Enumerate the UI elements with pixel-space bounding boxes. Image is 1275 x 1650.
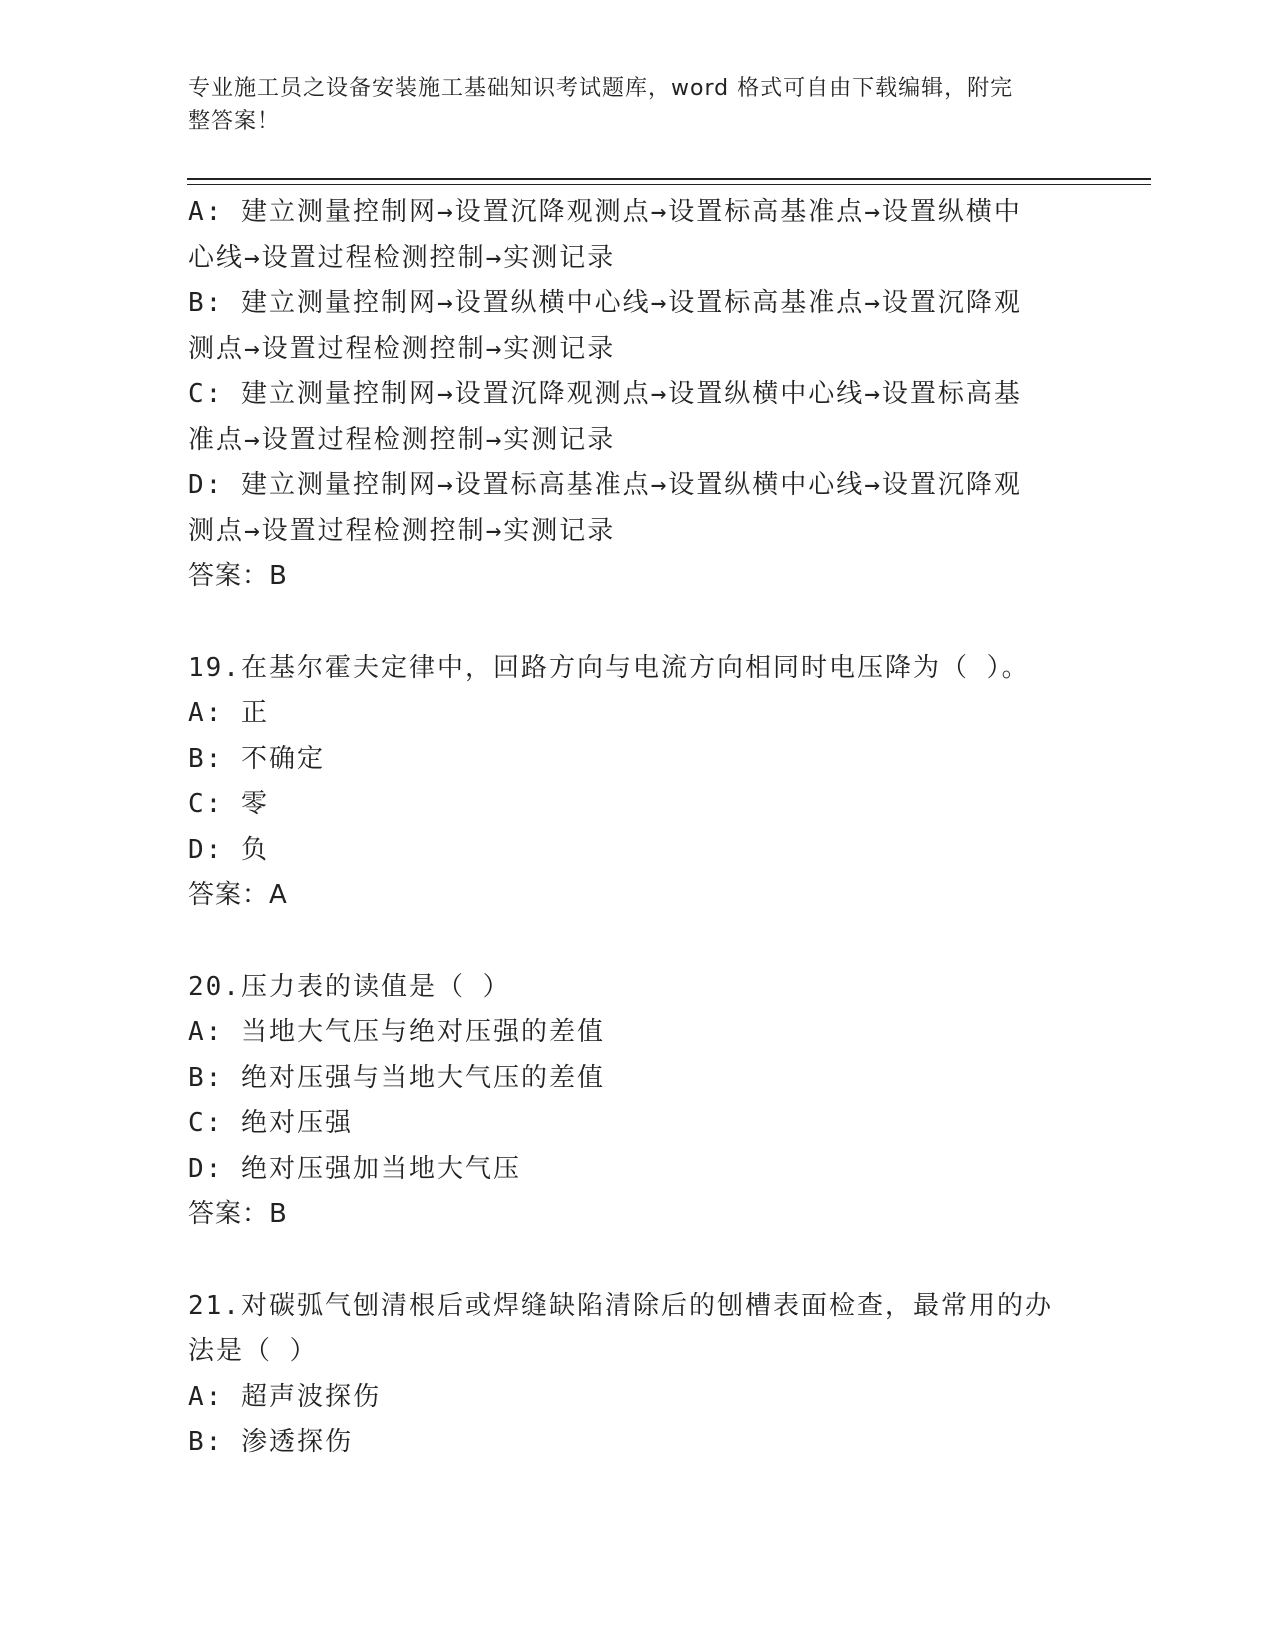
header-divider-thick [187,178,1151,180]
option-b: B: 绝对压强与当地大气压的差值 [188,1062,605,1093]
header-title-line-1: 专业施工员之设备安装施工基础知识考试题库，word 格式可自由下载编辑，附完 [188,76,1014,101]
question-text-line-1: 21.对碳弧气刨清根后或焊缝缺陷清除后的刨槽表面检查，最常用的办 [188,1290,1053,1321]
option-text-line: 测点→设置过程检测控制→实测记录 [188,515,616,546]
option-a: A: 当地大气压与绝对压强的差值 [188,1017,605,1047]
option-d: D: 负 [188,834,269,865]
option-d: D: 绝对压强加当地大气压 [188,1153,521,1184]
spacer [188,1238,1068,1284]
option-b: B: 不确定 [188,743,325,774]
document-header [188,72,1068,138]
question-list [188,190,1068,1466]
option-c: C: 零 [188,789,269,819]
question-text: 19.在基尔霍夫定律中，回路方向与电流方向相同时电压降为（ ）。 [188,652,1030,683]
question-text: 20.压力表的读值是（ ） [188,971,511,1002]
option-a: A: 超声波探伤 [188,1381,381,1412]
header-title-line-2: 整答案！ [188,109,281,134]
spacer [188,600,1068,646]
answer-line: 答案：B [188,1199,288,1229]
question-21 [188,1284,1068,1466]
spacer [188,919,1068,965]
option-text-line: D: 建立测量控制网→设置标高基准点→设置纵横中心线→设置沉降观 [188,470,1022,500]
question-18 [188,190,1068,600]
option-text-line: B: 建立测量控制网→设置纵横中心线→设置标高基准点→设置沉降观 [188,288,1022,318]
option-a: A: 正 [188,698,269,728]
question-19 [188,646,1068,919]
question-text-line-2: 法是（ ） [188,1336,318,1366]
option-c [188,372,1068,463]
option-b [188,281,1068,372]
option-text-line: 准点→设置过程检测控制→实测记录 [188,424,616,455]
option-d [188,463,1068,554]
question-20 [188,965,1068,1238]
answer-line: 答案：A [188,880,288,910]
option-c: C: 绝对压强 [188,1108,353,1138]
answer-line: 答案：B [188,561,288,591]
option-text-line: C: 建立测量控制网→设置沉降观测点→设置纵横中心线→设置标高基 [188,379,1022,409]
option-b: B: 渗透探伤 [188,1427,353,1457]
option-a [188,190,1068,281]
option-text-line: 心线→设置过程检测控制→实测记录 [188,242,616,273]
option-text-line: 测点→设置过程检测控制→实测记录 [188,333,616,364]
option-text-line: A: 建立测量控制网→设置沉降观测点→设置标高基准点→设置纵横中 [188,197,1022,227]
header-divider-thin [187,184,1151,185]
